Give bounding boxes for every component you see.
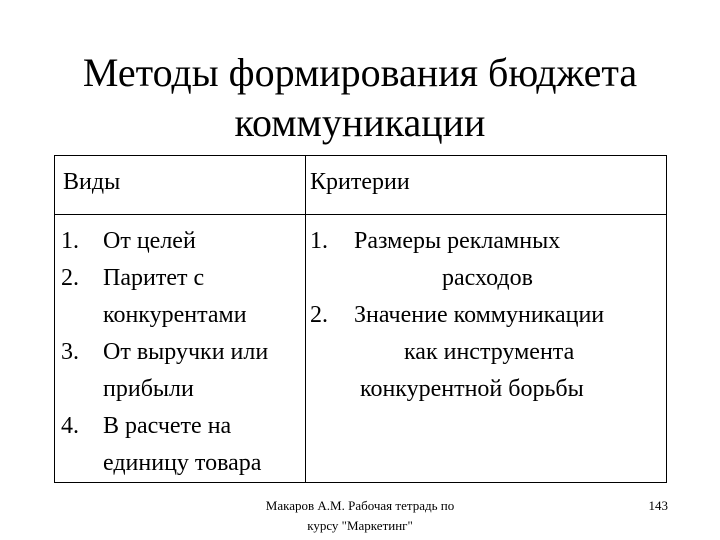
header-cell-types	[55, 156, 306, 215]
list-item-text: Паритет с	[103, 265, 205, 291]
list-item-text: расходов	[442, 265, 533, 291]
header-types-label: Виды	[63, 169, 121, 195]
criteria-cell	[306, 215, 667, 483]
list-number: 2.	[61, 265, 79, 291]
slide-title-line-2: коммуникации	[234, 100, 486, 145]
list-number: 3.	[61, 339, 79, 365]
source-line-2: курсу "Маркетинг"	[307, 518, 413, 533]
table-header-row	[55, 156, 667, 215]
header-criteria-label: Критерии	[310, 169, 410, 195]
methods-table	[54, 155, 667, 483]
list-item-text: конкурентной борьбы	[360, 376, 584, 402]
list-item	[55, 334, 305, 408]
list-number: 1.	[310, 228, 328, 254]
page-number: 143	[648, 498, 668, 513]
list-item-text: В расчете на	[103, 413, 232, 439]
list-number: 2.	[310, 302, 328, 328]
list-number: 4.	[61, 413, 79, 439]
table-body-row	[55, 215, 667, 483]
list-item-text: прибыли	[103, 376, 194, 402]
list-item	[55, 260, 305, 334]
list-item-text: единицу товара	[103, 450, 262, 476]
list-item	[306, 223, 666, 297]
source-line-1: Макаров А.М. Рабочая тетрадь по	[265, 498, 455, 513]
types-list	[55, 215, 305, 482]
list-item-text: Размеры рекламных	[354, 228, 561, 254]
list-item-text: Значение коммуникации	[354, 302, 605, 328]
list-item-text: конкурентами	[103, 302, 247, 328]
list-item	[55, 408, 305, 482]
list-item-text: как инструмента	[404, 339, 575, 365]
slide-title	[0, 48, 720, 148]
list-number: 1.	[61, 228, 79, 254]
types-cell	[55, 215, 306, 483]
slide-title-line-1: Методы формирования бюджета	[82, 50, 638, 95]
header-cell-criteria	[306, 156, 667, 215]
list-item	[55, 223, 305, 260]
criteria-list	[306, 215, 666, 408]
source-citation	[240, 496, 480, 536]
list-item	[306, 297, 666, 408]
list-item-text: От выручки или	[103, 339, 269, 365]
list-item-text: От целей	[103, 228, 196, 254]
